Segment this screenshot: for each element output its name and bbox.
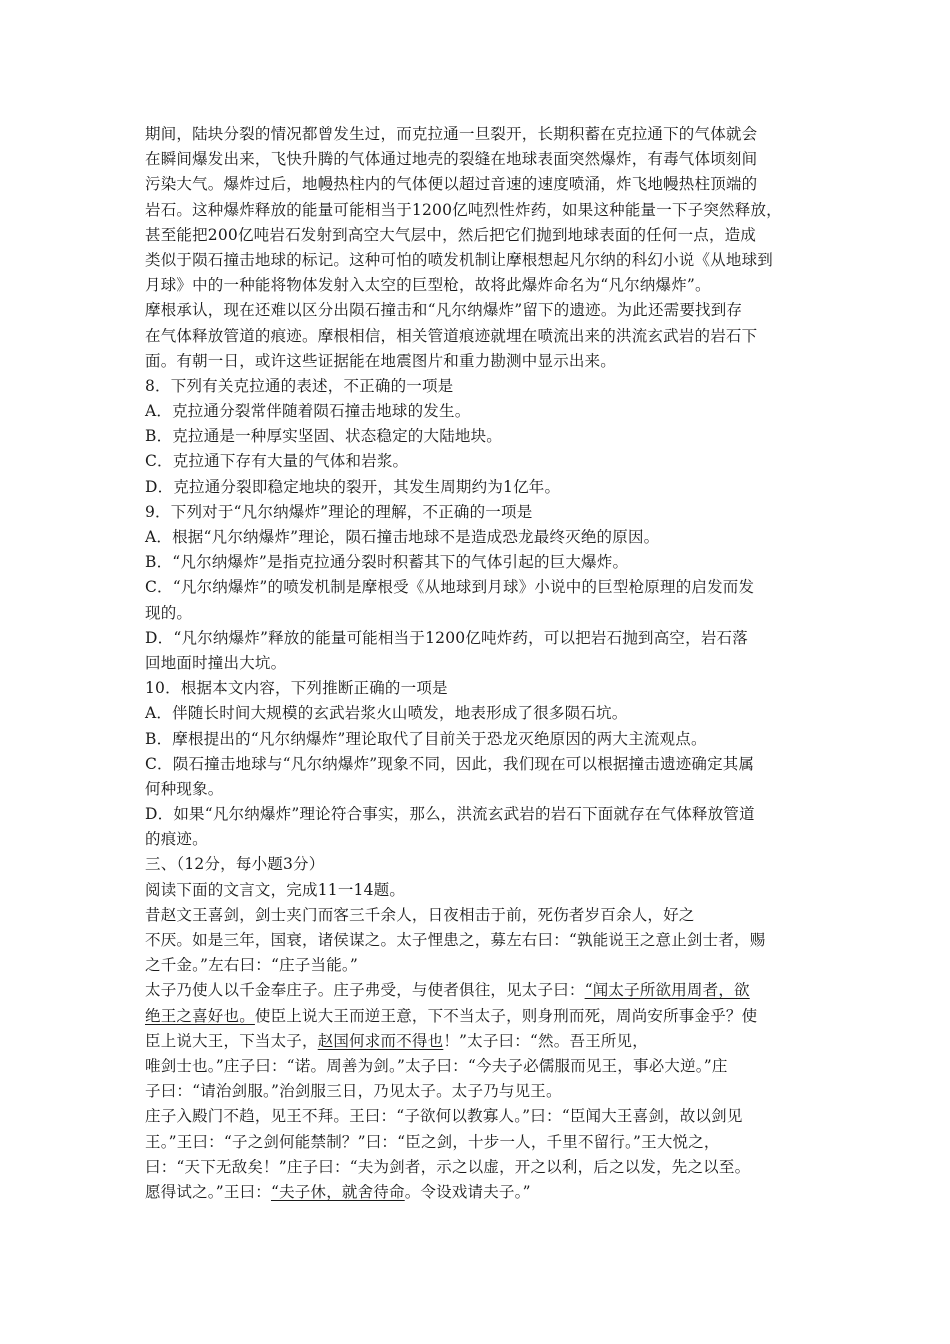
question-8-option-b: B．克拉通是一种厚实坚固、状态稳定的大陆地块。 xyxy=(145,427,502,446)
text-segment: 太子乃使人以千金奉庄子。庄子弗受，与使者俱往，见太子曰： xyxy=(145,981,585,1000)
question-9-option-c: C．“凡尔纳爆炸”的喷发机制是摩根受《从地球到月球》小说中的巨型枪原理的启发而发 xyxy=(145,578,755,597)
question-9-option-a: A．根据“凡尔纳爆炸”理论，陨石撞击地球不是造成恐龙最终灭绝的原因。 xyxy=(145,528,660,546)
text-line: 污染大气。爆炸过后，地幔热柱内的气体便以超过音速的速度喷涌，炸飞地幔热柱顶端的 xyxy=(145,175,758,194)
text-line: 子曰：“请治剑服。”治剑服三日，乃见太子。太子乃与见王。 xyxy=(145,1082,562,1101)
text-line xyxy=(145,978,825,1003)
text-line: 曰：“天下无敌矣！”庄子曰：“夫为剑者，示之以虚，开之以利，后之以发，先之以至。 xyxy=(145,1157,751,1176)
text-line: 的痕迹。 xyxy=(145,830,208,849)
underlined-phrase: 赵国何求而不得也 xyxy=(317,1031,444,1050)
text-line xyxy=(145,1029,825,1054)
text-line: 王。”王曰：“子之剑何能禁制？”曰：“臣之剑，十步一人，千里不留行。”王大悦之， xyxy=(145,1132,720,1151)
text-line: 唯剑士也。”庄子曰：“诺。周善为剑。”太子曰：“今夫子必儒服而见王，事必大逆。”庄 xyxy=(145,1056,728,1075)
document-page xyxy=(145,122,825,1205)
section-instruction: 阅读下面的文言文，完成11一14题。 xyxy=(145,880,406,899)
text-line: 昔赵文王喜剑，剑士夹门而客三千余人，日夜相击于前，死伤者岁百余人，好之 xyxy=(145,905,695,924)
text-line: 在气体释放管道的痕迹。摩根相信，相关管道痕迹就埋在喷流出来的洪流玄武岩的岩石下 xyxy=(145,326,758,345)
text-line: 类似于陨石撞击地球的标记。这种可怕的喷发机制让摩根想起凡尔纳的科幻小说《从地球到 xyxy=(145,250,774,269)
question-9-option-d: D．“凡尔纳爆炸”释放的能量可能相当于1200亿吨炸药，可以把岩石抛到高空，岩石落 xyxy=(145,628,748,647)
question-8-stem: 8．下列有关克拉通的表述，不正确的一项是 xyxy=(145,376,454,395)
question-10-stem: 10．根据本文内容，下列推断正确的一项是 xyxy=(145,679,448,698)
text-line: 月球》中的一种能将物体发射入太空的巨型枪，故将此爆炸命名为“凡尔纳爆炸”。 xyxy=(145,276,711,295)
question-10-option-d: D．如果“凡尔纳爆炸”理论符合事实，那么，洪流玄武岩的岩石下面就存在气体释放管道 xyxy=(145,805,755,824)
text-line: 在瞬间爆发出来，飞快升腾的气体通过地壳的裂缝在地球表面突然爆炸，有毒气体顷刻间 xyxy=(145,150,758,169)
question-10-option-a: A．伴随长时间大规模的玄武岩浆火山喷发，地表形成了很多陨石坑。 xyxy=(145,704,628,723)
text-segment: 臣上说大王，下当太子， xyxy=(145,1031,318,1050)
text-line xyxy=(145,1004,825,1029)
text-line: 期间，陆块分裂的情况都曾发生过，而克拉通一旦裂开，长期积蓄在克拉通下的气体就会 xyxy=(145,125,758,143)
question-8-option-c: C．克拉通下存有大量的气体和岩浆。 xyxy=(145,452,409,471)
text-line: 回地面时撞出大坑。 xyxy=(145,653,287,672)
text-line: 岩石。这种爆炸释放的能量可能相当于1200亿吨烈性炸药，如果这种能量一下子突然释放， xyxy=(145,200,782,219)
underlined-phrase: “夫子休，就舍待命 xyxy=(270,1182,405,1201)
text-line: 不厌。如是三年，国衰，诸侯谋之。太子悝患之，募左右曰：“孰能说王之意止剑士者，赐 xyxy=(145,931,766,949)
text-line: 摩根承认，现在还难以区分出陨石撞击和“凡尔纳爆炸”留下的遗迹。为此还需要找到存 xyxy=(145,301,743,320)
text-segment: 。令设戏请夫子。” xyxy=(404,1182,531,1201)
text-line: 甚至能把200亿吨岩石发射到高空大气层中，然后把它们抛到地球表面的任何一点，造成 xyxy=(145,225,757,244)
text-segment: 使臣上说大王而逆王意，下不当太子，则身刑而死，周尚安所事金乎？使 xyxy=(254,1006,758,1025)
text-line: 面。有朝一日，或许这些证据能在地震图片和重力勘测中显示出来。 xyxy=(145,351,617,370)
question-9-stem: 9．下列对于“凡尔纳爆炸”理论的理解，不正确的一项是 xyxy=(145,502,533,521)
question-10-option-b: B．摩根提出的“凡尔纳爆炸”理论取代了目前关于恐龙灭绝原因的两大主流观点。 xyxy=(145,729,707,748)
text-line: 现的。 xyxy=(145,603,193,622)
question-8-option-a: A．克拉通分裂常伴随着陨石撞击地球的发生。 xyxy=(145,402,471,421)
text-segment: 愿得试之。”王曰： xyxy=(145,1182,271,1201)
question-8-option-d: D．克拉通分裂即稳定地块的裂开，其发生周期约为1亿年。 xyxy=(145,477,561,496)
underlined-phrase: “闻太子所欲用周者，欲 xyxy=(584,981,750,1000)
underlined-phrase: 绝王之喜好也。 xyxy=(145,1006,255,1025)
text-segment: ！”太子曰：“然。吾王所见， xyxy=(443,1031,648,1050)
question-10-option-c: C．陨石撞击地球与“凡尔纳爆炸”现象不同，因此，我们现在可以根据撞击遗迹确定其属 xyxy=(145,754,755,773)
text-line: 何种现象。 xyxy=(145,779,224,798)
text-line xyxy=(145,1180,825,1205)
text-line: 之千金。”左右曰：“庄子当能。” xyxy=(145,956,358,975)
text-line: 庄子入殿门不趋，见王不拜。王曰：“子欲何以教寡人。”曰：“臣闻大王喜剑，故以剑见 xyxy=(145,1107,743,1126)
section-heading: 三、（12分，每小题3分） xyxy=(145,855,325,874)
question-9-option-b: B．“凡尔纳爆炸”是指克拉通分裂时积蓄其下的气体引起的巨大爆炸。 xyxy=(145,553,629,572)
